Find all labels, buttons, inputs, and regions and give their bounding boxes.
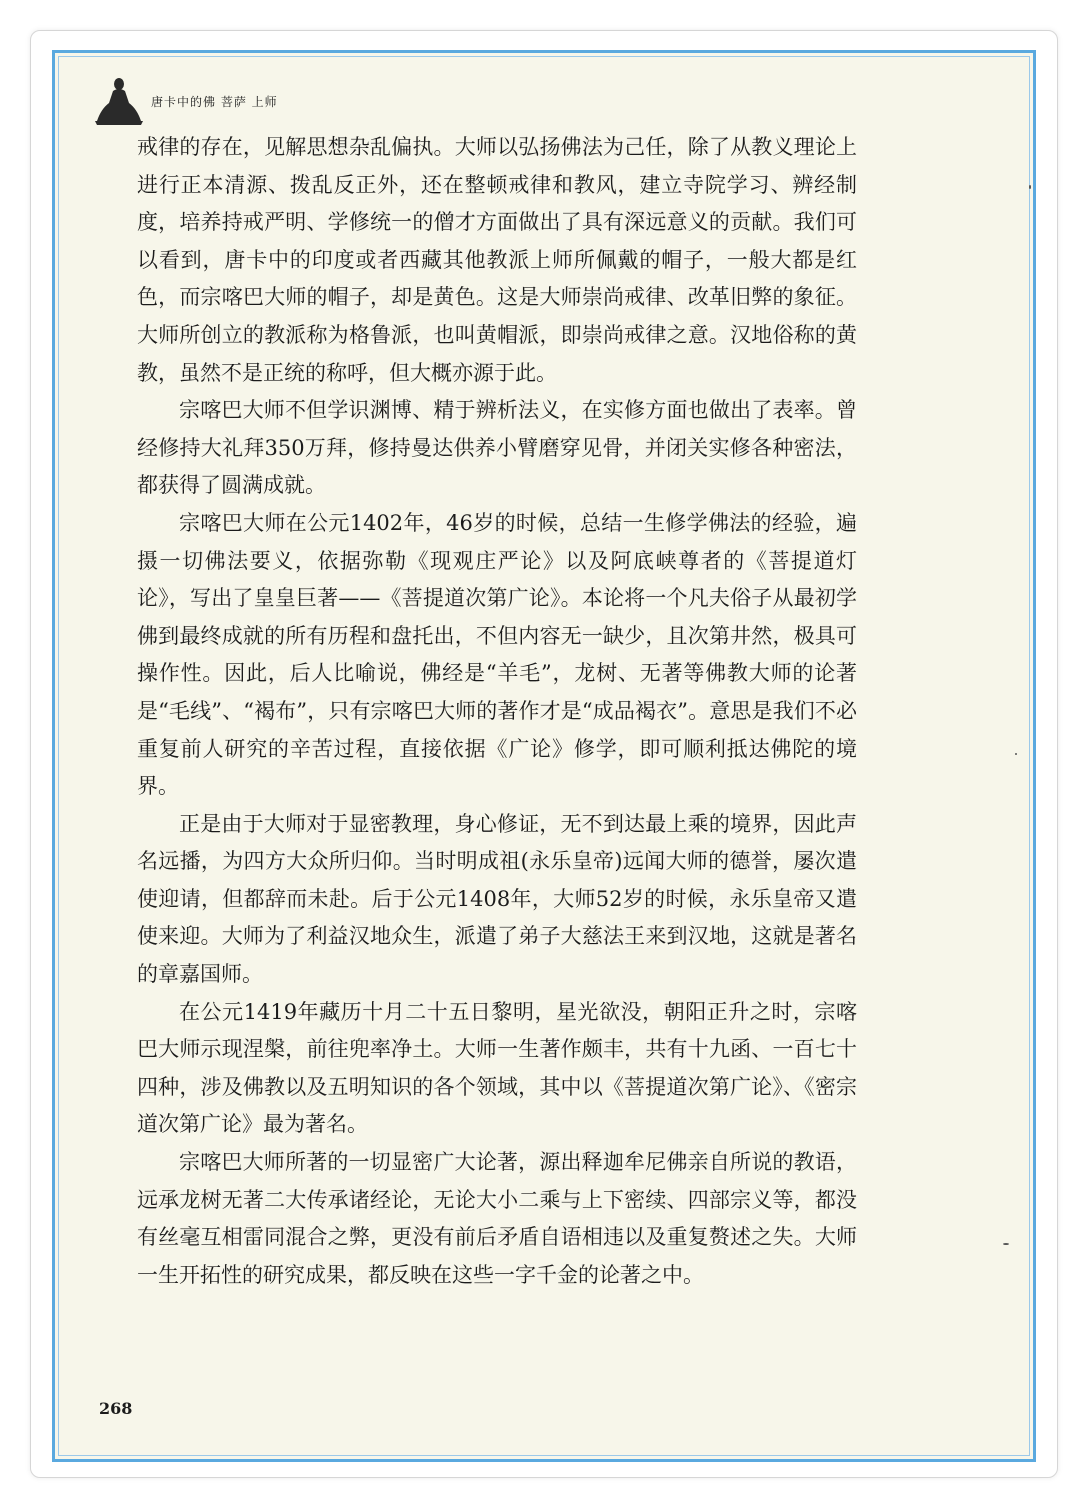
paper-speck bbox=[1015, 753, 1017, 755]
book-page bbox=[52, 50, 1036, 1462]
body-text bbox=[137, 129, 857, 1294]
paragraph-2: 宗喀巴大师不但学识渊博、精于辨析法义，在实修方面也做出了表率。曾经修持大礼拜350万拜，修持曼达供养小臂磨穿见骨，并闭关实修各种密法，都获得了圆满成就。 bbox=[137, 398, 857, 498]
running-header bbox=[91, 71, 278, 131]
paragraph-4: 正是由于大师对于显密教理，身心修证，无不到达最上乘的境界，因此声名远播，为四方大众所归仰。当时明成祖(永乐皇帝)远闻大师的德誉，屡次遣使迎请，但都辞而未赴。后于公元1408年，大师52岁的时候，永乐皇帝又遣使来迎。大师为了利益汉地众生，派遣了弟子大慈法王来到汉地，这就是著名的章嘉国师。 bbox=[137, 811, 857, 987]
paragraph-5: 在公元1419年藏历十月二十五日黎明，星光欲没，朝阳正升之时，宗喀巴大师示现涅槃，前往兜率净土。大师一生著作颇丰，共有十九函、一百七十四种，涉及佛教以及五明知识的各个领域，其中以《菩提道次第广论》、《密宗道次第广论》最为著名。 bbox=[137, 999, 857, 1137]
paragraph-6: 宗喀巴大师所著的一切显密广大论著，源出释迦牟尼佛亲自所说的教语，远承龙树无著二大传承诸经论，无论大小二乘与上下密续、四部宗义等，都没有丝毫互相雷同混合之弊，更没有前后矛盾自语相违以及重复赘述之失。大师一生开拓性的研究成果，都反映在这些一字千金的论著之中。 bbox=[137, 1150, 857, 1287]
buddha-silhouette-icon bbox=[91, 75, 145, 127]
paragraph-1: 戒律的存在，见解思想杂乱偏执。大师以弘扬佛法为己任，除了从教义理论上进行正本清源、拨乱反正外，还在整顿戒律和教风，建立寺院学习、辨经制度，培养持戒严明、学修统一的僧才方面做出了具有深远意义的贡献。我们可以看到，唐卡中的印度或者西藏其他教派上师所佩戴的帽子，一般大都是红色，而宗喀巴大师的帽子，却是黄色。这是大师崇尚戒律、改革旧弊的象征。大师所创立的教派称为格鲁派，也叫黄帽派，即崇尚戒律之意。汉地俗称的黄教，虽然不是正统的称呼，但大概亦源于此。 bbox=[137, 135, 857, 385]
running-title: 唐卡中的佛 菩萨 上师 bbox=[151, 94, 278, 109]
page-number: 268 bbox=[99, 1399, 133, 1418]
paper-speck bbox=[1029, 185, 1031, 189]
paragraph-3: 宗喀巴大师在公元1402年，46岁的时候，总结一生修学佛法的经验，遍摄一切佛法要义，依据弥勒《现观庄严论》以及阿底峡尊者的《菩提道灯论》，写出了皇皇巨著——《菩提道次第广论》。本论将一个凡夫俗子从最初学佛到最终成就的所有历程和盘托出，不但内容无一缺少，且次第井然，极具可操作性。因此，后人比喻说，佛经是“羊毛”，龙树、无著等佛教大师的论著是“毛线”、“褐布”，只有宗喀巴大师的著作才是“成品褐衣”。意思是我们不必重复前人研究的辛苦过程，直接依据《广论》修学，即可顺利抵达佛陀的境界。 bbox=[137, 510, 857, 799]
paper-speck bbox=[1003, 1243, 1009, 1245]
